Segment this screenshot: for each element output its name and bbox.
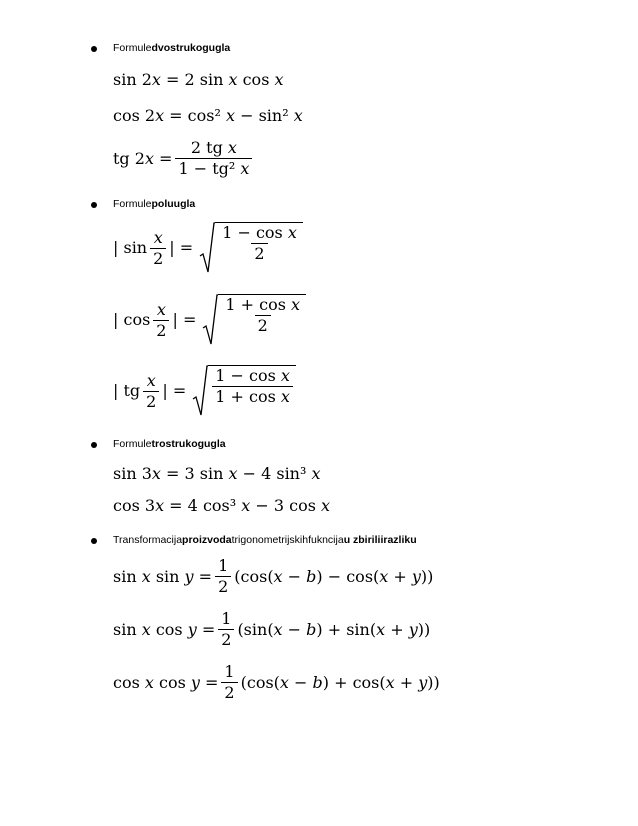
fraction: $\frac{1}{2}$	[218, 611, 234, 648]
bullet	[91, 202, 97, 208]
bullet	[91, 538, 97, 544]
equation-half-tg: | tg $\frac{\text{𝑥}}{2}$ | = $\frac{\text{1 − cos 𝑥}}{\text{1 + cos 𝑥}}$	[113, 365, 296, 417]
fraction: $\frac{\text{𝑥}}{2}$	[143, 373, 159, 410]
square-root: $\frac{\text{1 − cos 𝑥}}{\text{1 + cos 𝑥}}$	[192, 365, 296, 417]
equation-cos-3x: cos 3𝑥 = 4 cos³ 𝑥 − 3 cos 𝑥	[113, 496, 331, 515]
radical-sign-icon	[199, 222, 215, 274]
fraction: $\frac{1}{2}$	[215, 558, 231, 595]
equation-sin-cos: sin 𝑥 cos 𝑦 = $\frac{1}{2}$ (sin(𝑥 − 𝑏) + sin(𝑥 + 𝑦))	[113, 609, 431, 649]
section-heading-half-angle: Formulepoluugla	[113, 198, 196, 210]
equation-tg-2x: tg 2𝑥 = $\frac{\text{2 tg 𝑥}}{\text{1 − tg² 𝑥}}$	[113, 140, 255, 177]
bullet	[91, 442, 97, 448]
equation-sin-sin: sin 𝑥 sin 𝑦 = $\frac{1}{2}$ (cos(𝑥 − 𝑏) − cos(𝑥 + 𝑦))	[113, 556, 434, 596]
section-heading-triple-angle: Formuletrostrukogugla	[113, 438, 226, 450]
bullet	[91, 46, 97, 52]
fraction: $\frac{\text{2 tg 𝑥}}{\text{1 − tg² 𝑥}}$	[175, 140, 252, 177]
fraction: $\frac{\text{𝑥}}{2}$	[153, 302, 169, 339]
equation-sin-3x: sin 3𝑥 = 3 sin 𝑥 − 4 sin³ 𝑥	[113, 464, 321, 483]
section-heading-product-to-sum: Transformacijaproizvodatrigonometrijskihfukncijau zbiriliirazliku	[113, 534, 417, 546]
section-heading-double-angle: Formuledvostrukogugla	[113, 42, 231, 54]
equation-cos-cos: cos 𝑥 cos 𝑦 = $\frac{1}{2}$ (cos(𝑥 − 𝑏) + cos(𝑥 + 𝑦))	[113, 662, 440, 702]
equation-cos-2x: cos 2𝑥 = cos² 𝑥 − sin² 𝑥	[113, 106, 303, 125]
radical-sign-icon	[202, 294, 218, 346]
fraction: $\frac{\text{𝑥}}{2}$	[150, 230, 166, 267]
square-root: $\frac{\text{1 − cos 𝑥}}{2}$	[199, 222, 303, 274]
square-root: $\frac{\text{1 + cos 𝑥}}{2}$	[202, 294, 306, 346]
equation-sin-2x: sin 2𝑥 = 2 sin 𝑥 cos 𝑥	[113, 70, 284, 89]
equation-half-sin: | sin $\frac{\text{𝑥}}{2}$ | = $\frac{\text{1 − cos 𝑥}}{2}$	[113, 222, 303, 274]
fraction: $\frac{1}{2}$	[221, 664, 237, 701]
radical-sign-icon	[192, 365, 208, 417]
equation-half-cos: | cos $\frac{\text{𝑥}}{2}$ | = $\frac{\text{1 + cos 𝑥}}{2}$	[113, 294, 306, 346]
